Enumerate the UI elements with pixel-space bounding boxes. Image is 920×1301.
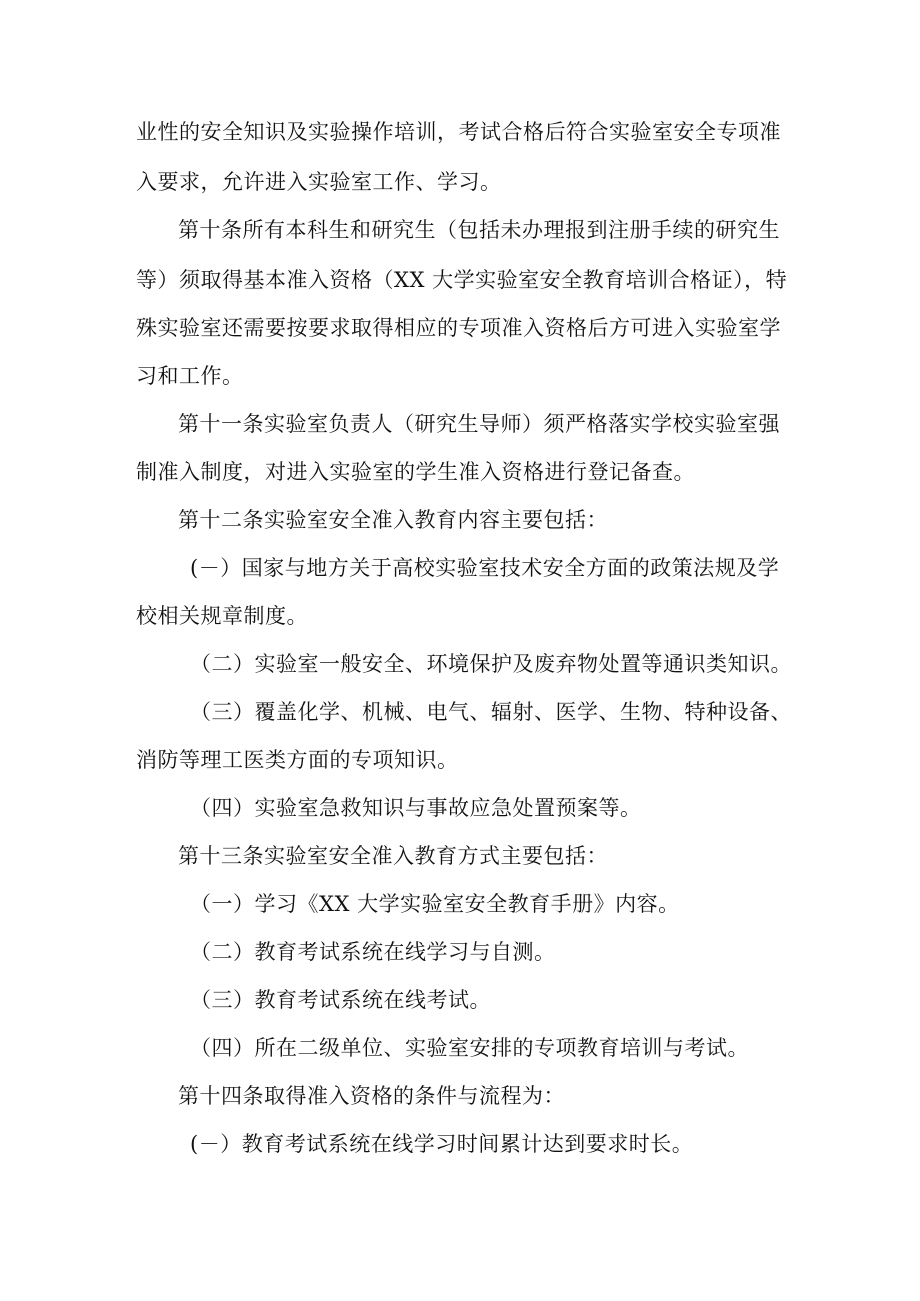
paragraph-start-line: 第十四条取得准入资格的条件与流程为： bbox=[178, 1084, 565, 1108]
list-item-line: （四）所在二级单位、实验室安排的专项教育培训与考试。 bbox=[190, 1036, 749, 1060]
paragraph-start-line: 第十二条实验室安全准入教育内容主要包括： bbox=[178, 508, 608, 532]
text-line: 业性的安全知识及实验操作培训，考试合格后符合实验室安全专项准 bbox=[136, 120, 781, 144]
paragraph-start-line: 第十条所有本科生和研究生（包括未办理报到注册手续的研究生 bbox=[178, 218, 780, 242]
text-line: 习和工作。 bbox=[136, 364, 244, 388]
list-item-line: (－）国家与地方关于高校实验室技术安全方面的政策法规及学 bbox=[190, 556, 780, 580]
text-line: 制准入制度，对进入实验室的学生准入资格进行登记备查。 bbox=[136, 460, 695, 484]
text-line: 入要求，允许进入实验室工作、学习。 bbox=[136, 170, 502, 194]
list-item-line: （三）教育考试系统在线考试。 bbox=[190, 988, 491, 1012]
text-line: 殊实验室还需要按要求取得相应的专项准入资格后方可进入实验室学 bbox=[136, 316, 781, 340]
list-item-line: (－）教育考试系统在线学习时间累计达到要求时长。 bbox=[190, 1132, 694, 1156]
list-item-line: （二）教育考试系统在线学习与自测。 bbox=[190, 940, 556, 964]
list-item-line: （一）学习《XX 大学实验室安全教育手册》内容。 bbox=[190, 892, 680, 916]
paragraph-start-line: 第十三条实验室安全准入教育方式主要包括： bbox=[178, 844, 608, 868]
list-item-line: （三）覆盖化学、机械、电气、辐射、医学、生物、特种设备、 bbox=[190, 700, 792, 724]
text-line: 消防等理工医类方面的专项知识。 bbox=[136, 748, 459, 772]
list-item-line: （四）实验室急救知识与事故应急处置预案等。 bbox=[190, 796, 642, 820]
text-line: 校相关规章制度。 bbox=[136, 604, 308, 628]
text-line: 等）须取得基本准入资格（XX 大学实验室安全教育培训合格证），特 bbox=[136, 268, 788, 292]
list-item-line: （二）实验室一般安全、环境保护及废弃物处置等通识类知识。 bbox=[190, 652, 792, 676]
paragraph-start-line: 第十一条实验室负责人（研究生导师）须严格落实学校实验室强 bbox=[178, 412, 780, 436]
